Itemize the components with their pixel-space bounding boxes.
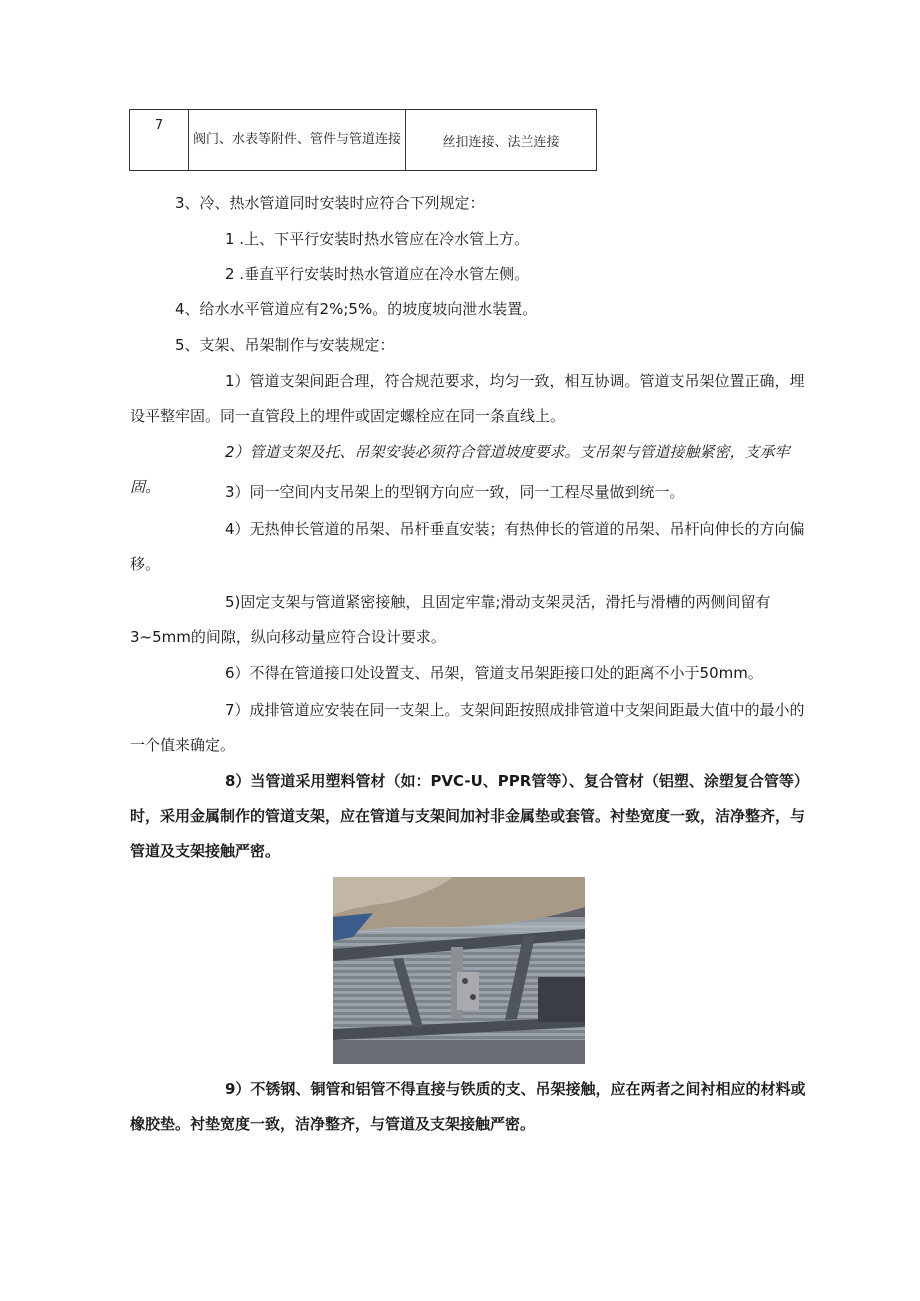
row-method: 丝扣连接、法兰连接: [406, 110, 597, 171]
clause-5-item-6: 6）不得在管道接口处设置支、吊架，管道支吊架距接口处的距离不小于50mm。: [225, 664, 763, 682]
row-number: 7: [130, 110, 189, 171]
pipe-support-illustration: [333, 877, 585, 1064]
clause-5-item-9: 9）不锈钢、铜管和铝管不得直接与铁质的支、吊架接触，应在两者之间衬相应的材料或橡胶垫。衬垫宽度一致，洁净整齐，与管道及支架接触严密。: [130, 1080, 806, 1133]
clause-5-item-3: 3）同一空间内支吊架上的型钢方向应一致，同一工程尽量做到统一。: [225, 483, 685, 501]
pipe-support-photo: [333, 877, 585, 1064]
clause-5-item-8: 8）当管道采用塑料管材（如：PVC-U、PPR管等）、复合管材（铝塑、涂塑复合管等）时，采用金属制作的管道支架，应在管道与支架间加衬非金属垫或套管。衬垫宽度一致，洁净整齐，与管道及支架接触严密。: [130, 772, 809, 860]
clause-5: 5、支架、吊架制作与安装规定：: [175, 336, 395, 354]
clause-5-item-7: 7）成排管道应安装在同一支架上。支架间距按照成排管道中支架间距最大值中的最小的一个值来确定。: [130, 701, 805, 754]
clause-3-item-2: 2 .垂直平行安装时热水管道应在冷水管左侧。: [225, 265, 530, 283]
clause-5-item-4: 4）无热伸长管道的吊架、吊杆垂直安装；有热伸长的管道的吊架、吊杆向伸长的方向偏移。: [130, 520, 805, 573]
row-item: 阀门、水表等附件、管件与管道连接: [189, 110, 406, 171]
connection-table: [129, 109, 597, 171]
clause-3: 3、冷、热水管道同时安装时应符合下列规定：: [175, 194, 485, 212]
clause-5-item-5: 5)固定支架与管道紧密接触，且固定牢靠;滑动支架灵活，滑托与滑槽的两侧间留有3~5mm的间隙，纵向移动量应符合设计要求。: [130, 593, 771, 646]
clause-5-item-1: 1）管道支架间距合理，符合规范要求，均匀一致，相互协调。管道支吊架位置正确，埋设平整牢固。同一直管段上的埋件或固定螺栓应在同一条直线上。: [130, 372, 805, 425]
clause-3-item-1: 1 .上、下平行安装时热水管应在冷水管上方。: [225, 230, 530, 248]
clause-4: 4、给水水平管道应有2%;5%。的坡度坡向泄水装置。: [175, 300, 538, 318]
table-row: [130, 110, 597, 171]
clause-5-item-2: 2）管道支架及托、吊架安装必须符合管道坡度要求。支吊架与管道接触紧密，支承牢固。: [130, 443, 790, 496]
